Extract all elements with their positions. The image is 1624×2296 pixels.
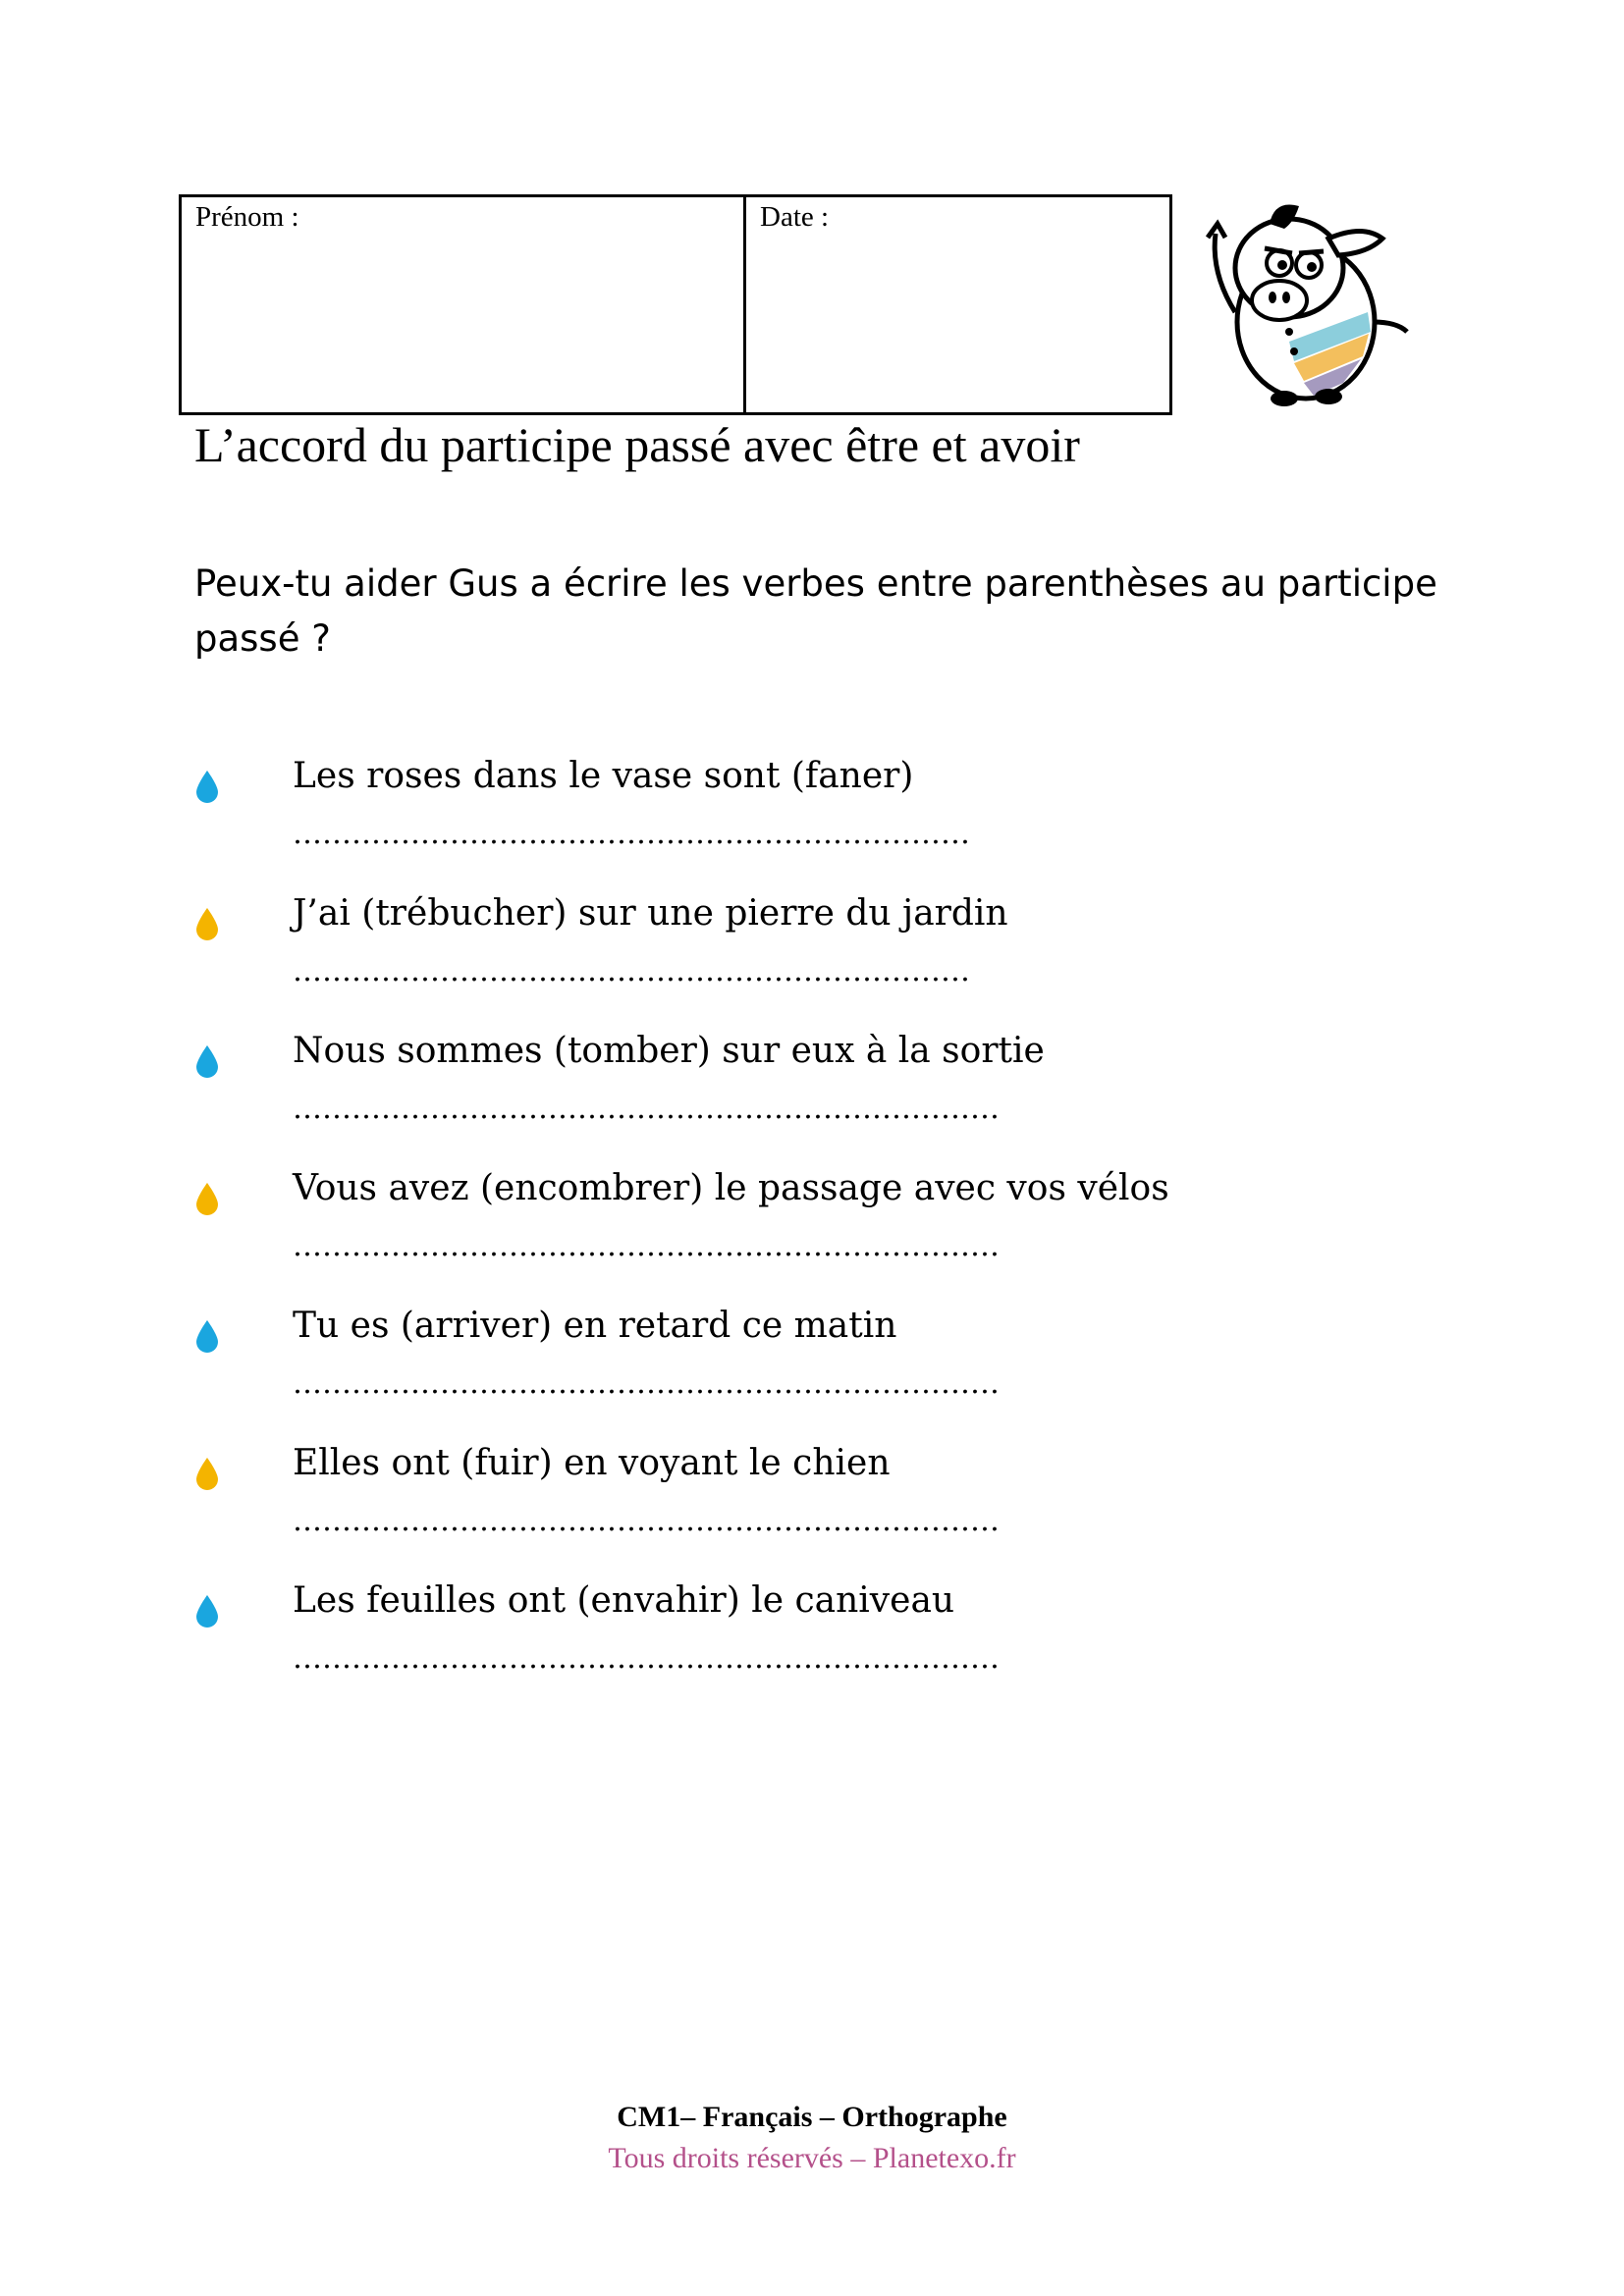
sentence: Les feuilles ont (envahir) le caniveau — [293, 1580, 955, 1621]
page-title: L’accord du participe passé avec être et avoir — [194, 417, 1080, 472]
exercise-list — [194, 756, 1274, 1718]
list-item — [194, 1580, 1274, 1718]
water-drop-icon — [194, 770, 220, 803]
date-label: Date : — [760, 201, 830, 233]
prenom-field[interactable] — [182, 197, 746, 412]
water-drop-icon — [194, 1594, 220, 1628]
answer-line[interactable]: …………………………………………………………… — [293, 954, 970, 988]
footer-subject: CM1– Français – Orthographe — [617, 2101, 1007, 2133]
sentence: Elles ont (fuir) en voyant le chien — [293, 1443, 891, 1483]
water-drop-icon — [194, 907, 220, 940]
sentence: Les roses dans le vase sont (faner) — [293, 756, 914, 796]
prenom-label: Prénom : — [195, 201, 299, 233]
sentence: J’ai (trébucher) sur une pierre du jardin — [293, 893, 1008, 934]
list-item — [194, 1168, 1274, 1306]
list-item — [194, 756, 1274, 893]
answer-line[interactable]: ……………………………………………………………… — [293, 1092, 1000, 1126]
sentence: Nous sommes (tomber) sur eux à la sortie — [293, 1031, 1045, 1071]
name-date-box — [179, 194, 1172, 415]
sentence: Tu es (arriver) en retard ce matin — [293, 1306, 897, 1346]
answer-line[interactable]: ……………………………………………………………… — [293, 1229, 1000, 1263]
answer-line[interactable]: ……………………………………………………………… — [293, 1504, 1000, 1538]
water-drop-icon — [194, 1457, 220, 1490]
instruction-text: Peux-tu aider Gus a écrire les verbes entre parenthèses au participe passé ? — [194, 562, 1437, 660]
list-item — [194, 1443, 1274, 1580]
water-drop-icon — [194, 1044, 220, 1078]
footer-copyright: Tous droits réservés – Planetexo.fr — [608, 2142, 1016, 2174]
answer-line[interactable]: …………………………………………………………… — [293, 817, 970, 851]
list-item — [194, 893, 1274, 1031]
water-drop-icon — [194, 1319, 220, 1353]
gus-mascot-illustration — [1196, 194, 1416, 414]
list-item — [194, 1306, 1274, 1443]
answer-line[interactable]: ……………………………………………………………… — [293, 1641, 1000, 1676]
date-field[interactable] — [746, 197, 1169, 412]
answer-line[interactable]: ……………………………………………………………… — [293, 1366, 1000, 1401]
list-item — [194, 1031, 1274, 1168]
sentence: Vous avez (encombrer) le passage avec vos vélos — [293, 1168, 1169, 1208]
water-drop-icon — [194, 1182, 220, 1215]
